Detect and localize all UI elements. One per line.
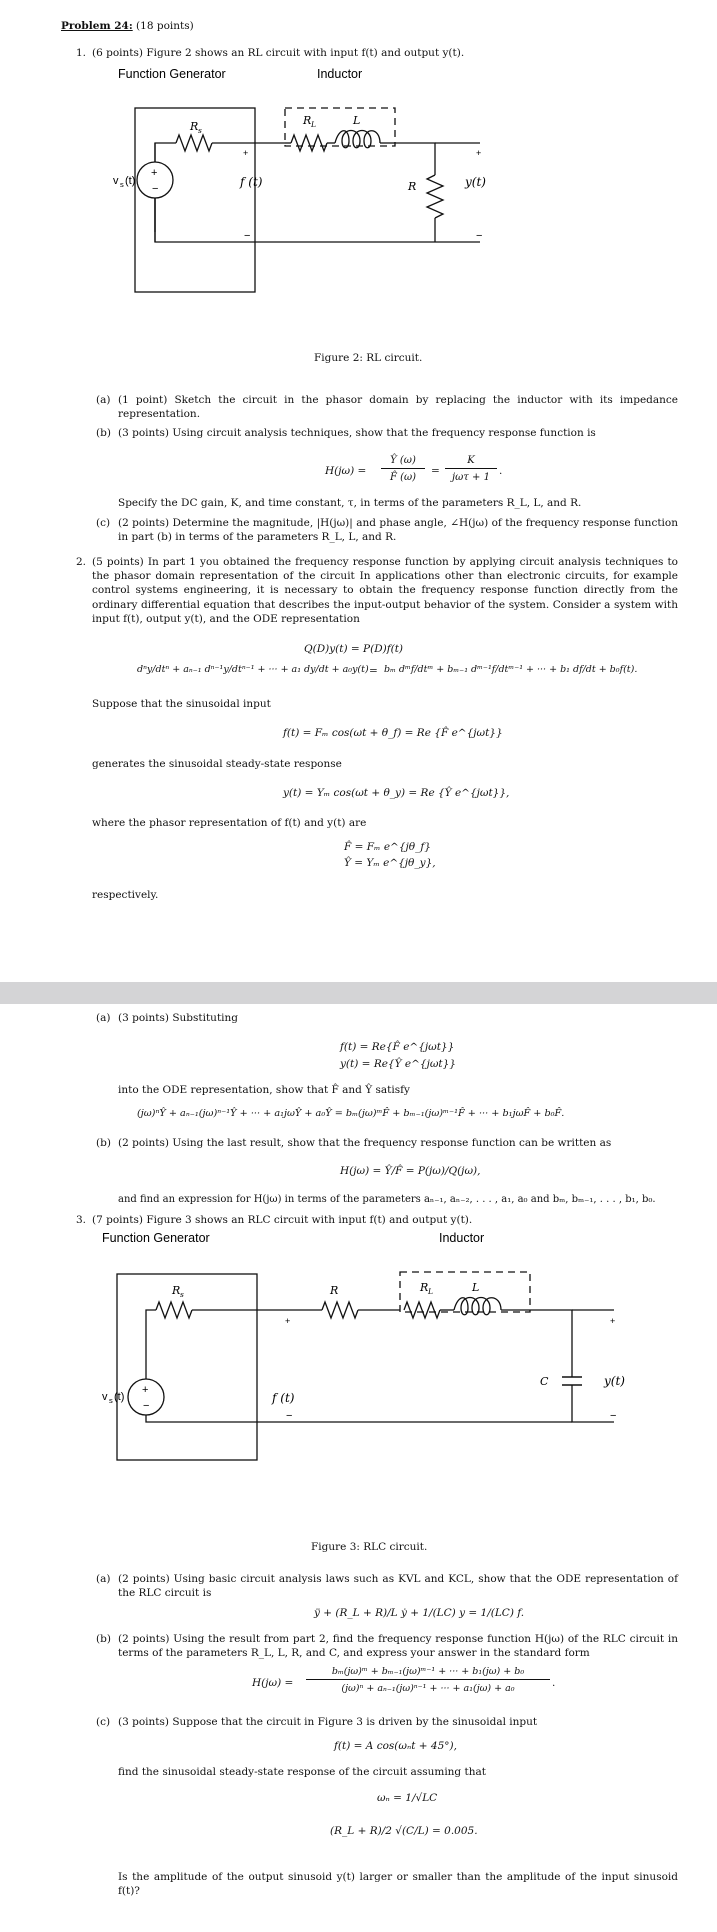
- function-generator-box: [117, 1274, 257, 1460]
- l-label: L: [472, 1281, 480, 1294]
- eq-den: F̂ (ω): [389, 472, 417, 483]
- eq-num: Ŷ (ω): [381, 454, 425, 469]
- y-label: y(t): [604, 1374, 625, 1388]
- page-separator: [0, 982, 717, 1004]
- f-plus: +: [243, 148, 249, 158]
- rs-sub: s: [198, 126, 202, 135]
- ode-line-1: Q(D)y(t) = P(D)f(t): [304, 643, 404, 655]
- part1-c-text: (2 points) Determine the magnitude, |H(jω)| and phase angle, ∠H(jω) of the frequency response function in part (b) in terms of the parameters R_L, L, and R.: [118, 517, 678, 544]
- figure-2-rl-circuit: [110, 67, 630, 310]
- inductor-dashed-box: [285, 108, 395, 146]
- part3-a-label: (a): [96, 1573, 111, 1585]
- part3-question: Is the amplitude of the output sinusoid y(t) larger or smaller than the amplitude of the input sinusoid f(t)?: [118, 1871, 678, 1898]
- ode-line-2-lhs: dⁿy/dtⁿ + aₙ₋₁ dⁿ⁻¹y/dtⁿ⁻¹ + ··· + a₁ dy/dt + a₀y(t): [137, 664, 369, 675]
- f-label: f (t): [240, 175, 263, 189]
- source-minus: −: [152, 183, 159, 195]
- function-generator-label: Function Generator: [118, 67, 226, 81]
- sub-f-equation: f(t) = Re{F̂ e^{jωt}}: [340, 1041, 455, 1053]
- y-response-equation: y(t) = Yₘ cos(ωt + θ_y) = Re {Ŷ e^{jωt}},: [283, 787, 510, 799]
- rs-sub: s: [180, 1290, 184, 1299]
- part2-a-after: into the ODE representation, show that F̂ and Ŷ satisfy: [118, 1084, 410, 1096]
- vs-sub: s: [120, 180, 124, 189]
- part2-a-text: (3 points) Substituting: [118, 1012, 239, 1024]
- part1-a-text: (1 point) Sketch the circuit in the phasor domain by replacing the inductor with its impedance representation.: [118, 394, 678, 421]
- capacitor-c: [562, 1377, 582, 1385]
- function-generator-box: [135, 108, 255, 292]
- ode-line-2-rhs: bₘ dᵐf/dtᵐ + bₘ₋₁ dᵐ⁻¹f/dtᵐ⁻¹ + ··· + b₁ df/dt + b₀f(t).: [384, 664, 638, 675]
- source-minus: −: [143, 1400, 150, 1412]
- part1-b-after: Specify the DC gain, K, and time constant, τ, in terms of the parameters R_L, L, and R.: [118, 497, 582, 509]
- y-plus: +: [476, 148, 482, 158]
- resistor-rs: [176, 135, 212, 151]
- part3-number: 3.: [76, 1214, 87, 1226]
- part3-a-equation: ÿ + (R_L + R)/L ẏ + 1/(LC) y = 1/(LC) f.: [314, 1607, 525, 1619]
- part3-b-text: (2 points) Using the result from part 2, find the frequency response function H(jω) of the RLC circuit in terms of the parameters R_L, L, R, and C, and express your answer in the standard form: [118, 1633, 678, 1660]
- part3-a-text: (2 points) Using basic circuit analysis laws such as KVL and KCL, show that the ODE representation of the RLC circuit is: [118, 1573, 678, 1600]
- part1-b-text: (3 points) Using circuit analysis techniques, show that the frequency response function is: [118, 427, 596, 439]
- part2-suppose: Suppose that the sinusoidal input: [92, 698, 271, 710]
- f-label: f (t): [272, 1391, 295, 1405]
- part3-c-label: (c): [96, 1716, 111, 1728]
- part2-number: 2.: [76, 556, 87, 568]
- figure-3-rlc-circuit: [92, 1231, 652, 1484]
- part2-intro: (5 points) In part 1 you obtained the frequency response function by applying circuit analysis techniques to the phasor domain representation of the circuit In applications other than electronic circuits, for example control systems engineering, it is necessary to obtain the frequency response function directly from the ordinary differential equation that describes the input-output behavior of the system. Consider a system with input f(t), output y(t), and the ODE representation: [92, 556, 678, 625]
- y-phasor: Ŷ = Yₘ e^{jθ_y},: [344, 857, 436, 869]
- part2-b-equation: H(jω) = Ŷ/F̂ = P(jω)/Q(jω),: [340, 1165, 481, 1177]
- vs-arg: (t): [125, 175, 136, 187]
- f-input-equation: f(t) = Fₘ cos(ωt + θ_f) = Re {F̂ e^{jωt}}: [283, 727, 503, 739]
- part1-c-label: (c): [96, 517, 111, 529]
- vs-sub: s: [109, 1396, 113, 1405]
- part2-generates: generates the sinusoidal steady-state response: [92, 758, 342, 770]
- vs-label: v: [102, 1391, 108, 1403]
- resistor-rl: [404, 1302, 440, 1318]
- part3-intro: (7 points) Figure 3 shows an RLC circuit with input f(t) and output y(t).: [92, 1214, 473, 1226]
- part2-b-after: and find an expression for H(jω) in terms of the parameters aₙ₋₁, aₙ₋₂, . . . , a₁, a₀ and bₘ, bₘ₋₁, . . . , b₁, b₀.: [118, 1194, 656, 1205]
- part1-a-label: (a): [96, 394, 111, 406]
- part2-respectively: respectively.: [92, 889, 159, 901]
- vs-label: v: [113, 175, 119, 187]
- rs-label: R: [172, 1284, 181, 1297]
- part1-number: 1.: [76, 47, 87, 59]
- inductor-label: Inductor: [439, 1231, 485, 1245]
- r-label: R: [330, 1284, 339, 1297]
- zeta-equation: (R_L + R)/2 √(C/L) = 0.005.: [330, 1825, 478, 1837]
- eq-den: (jω)ⁿ + aₙ₋₁(jω)ⁿ⁻¹ + ··· + a₁(jω) + a₀: [341, 1683, 515, 1694]
- source-plus: +: [151, 167, 158, 179]
- eq-end: .: [552, 1677, 556, 1689]
- y-minus: −: [476, 230, 483, 242]
- part3-c-equation: f(t) = A cos(ωₙt + 45°),: [334, 1740, 457, 1752]
- eq-end: .: [499, 465, 503, 477]
- part3-c-text: (3 points) Suppose that the circuit in Figure 3 is driven by the sinusoidal input: [118, 1716, 538, 1728]
- f-phasor: F̂ = Fₘ e^{jθ_f}: [344, 841, 431, 853]
- resistor-r: [322, 1302, 358, 1318]
- f-plus: +: [285, 1316, 291, 1326]
- rl-sub: L: [428, 1287, 433, 1296]
- inductor-coil: [335, 131, 380, 148]
- rl-label: R: [420, 1281, 429, 1294]
- y-minus: −: [610, 1410, 617, 1422]
- part1-intro: (6 points) Figure 2 shows an RL circuit with input f(t) and output y(t).: [92, 47, 465, 59]
- l-label: L: [353, 114, 361, 127]
- vs-arg: (t): [114, 1391, 125, 1403]
- y-plus: +: [610, 1316, 616, 1326]
- eq-num: bₘ(jω)ᵐ + bₘ₋₁(jω)ᵐ⁻¹ + ··· + b₁(jω) + b₀: [306, 1666, 550, 1680]
- sub-y-equation: y(t) = Re{Ŷ e^{jωt}}: [340, 1058, 456, 1070]
- problem-heading: [61, 19, 194, 33]
- page-2: [0, 1004, 717, 1932]
- part2-a-label: (a): [96, 1012, 111, 1024]
- eq-num2: K: [445, 454, 497, 469]
- eq-den2: jωτ + 1: [452, 472, 490, 483]
- part3-b-label: (b): [96, 1633, 111, 1645]
- figure-2-caption: Figure 2: RL circuit.: [314, 352, 423, 364]
- resistor-rl: [291, 135, 327, 151]
- rs-label: R: [190, 120, 199, 133]
- problem-title: Problem 24:: [61, 20, 133, 32]
- rl-sub: L: [311, 120, 316, 129]
- f-minus: −: [286, 1410, 293, 1422]
- f-minus: −: [244, 230, 251, 242]
- part2-a-equation: (jω)ⁿŶ + aₙ₋₁(jω)ⁿ⁻¹Ŷ + ··· + a₁jωŶ + a₀Ŷ = bₘ(jω)ᵐF̂ + bₘ₋₁(jω)ᵐ⁻¹F̂ + ··· + b₁jωF̂ + b₀F̂.: [137, 1108, 565, 1119]
- part2-b-text: (2 points) Using the last result, show that the frequency response function can be written as: [118, 1137, 612, 1149]
- ode-line-2-eq: =: [369, 665, 378, 677]
- c-label: C: [540, 1375, 549, 1388]
- source-plus: +: [142, 1384, 149, 1396]
- figure-3-caption: Figure 3: RLC circuit.: [311, 1541, 428, 1553]
- part3-c-find: find the sinusoidal steady-state response of the circuit assuming that: [118, 1766, 486, 1778]
- problem-points: (18 points): [136, 20, 194, 32]
- eq-equals: =: [431, 465, 440, 477]
- y-label: y(t): [465, 175, 486, 189]
- eq-lhs: H(jω) =: [325, 465, 367, 477]
- resistor-rs: [156, 1302, 192, 1318]
- part2-where: where the phasor representation of f(t) and y(t) are: [92, 817, 367, 829]
- function-generator-label: Function Generator: [102, 1231, 210, 1245]
- rl-label: R: [303, 114, 312, 127]
- eq-lhs: H(jω) =: [252, 1677, 294, 1689]
- r-label: R: [408, 180, 417, 193]
- inductor-label: Inductor: [317, 67, 363, 81]
- resistor-r: [427, 175, 443, 218]
- part1-b-label: (b): [96, 427, 111, 439]
- part2-b-label: (b): [96, 1137, 111, 1149]
- omega-n-equation: ωₙ = 1/√LC: [377, 1792, 438, 1804]
